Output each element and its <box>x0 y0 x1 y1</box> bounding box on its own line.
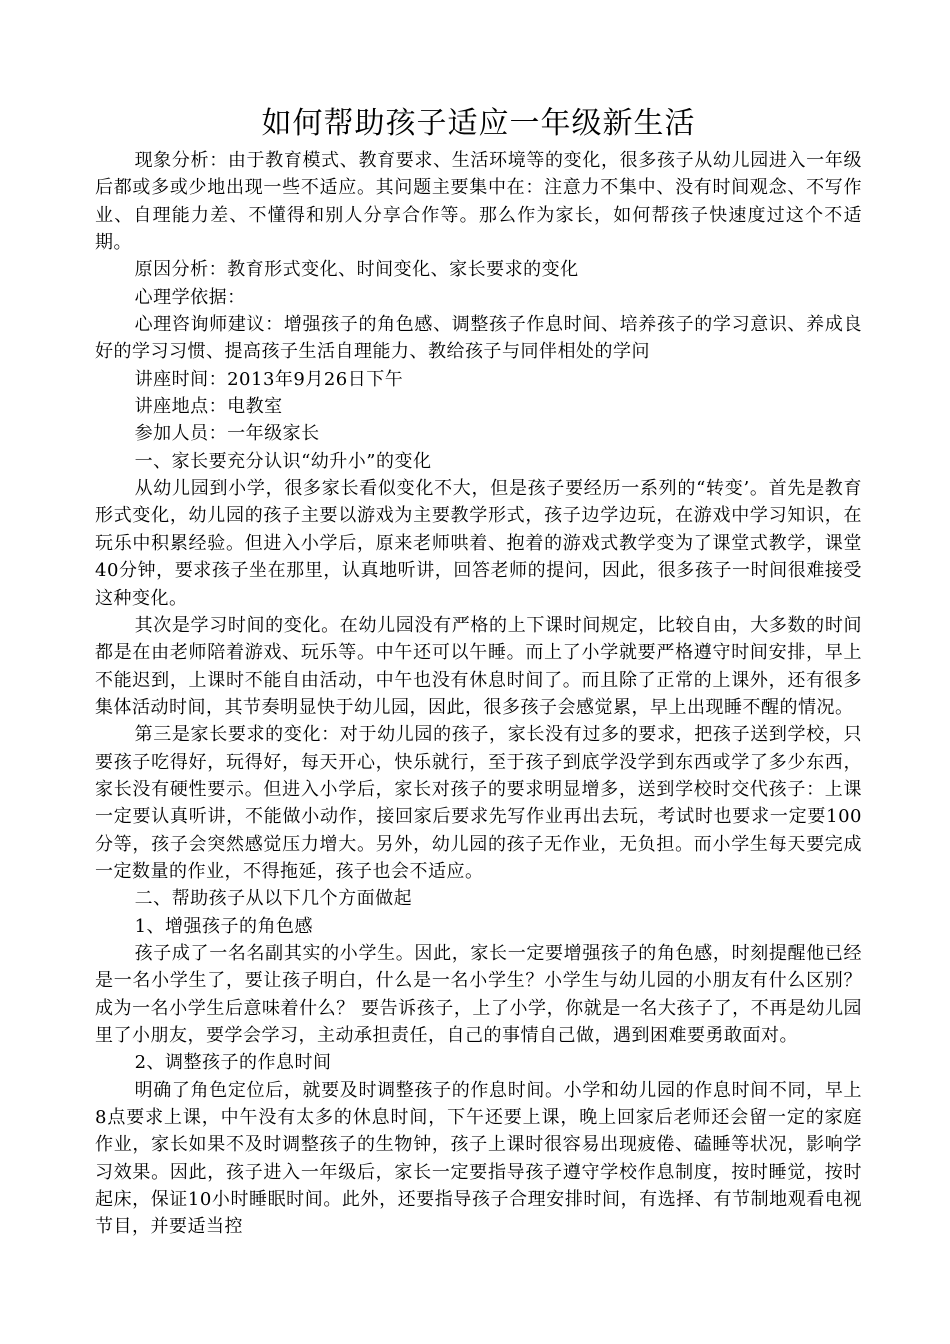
subsection-heading-schedule: 2、调整孩子的作息时间 <box>134 1052 332 1074</box>
paragraph-cause-analysis: 原因分析：教育形式变化、时间变化、家长要求的变化 <box>134 259 579 281</box>
paragraph-parent-requirement-change: 第三是家长要求的变化：对于幼儿园的孩子，家长没有过多的要求，把孩子送到学校，只要孩子吃得好，玩得好，每天开心，快乐就行，至于孩子到底学没学到东西或学了多少东西，家长没有硬性要示。但进入小学后，家长对孩子的要求明显增多，送到学校时交代孩子：上课一定要认真听讲，不能做小动作，接回家后要求先写作业再出去玩，考试时也要求一定要100分等，孩子会突然感觉压力增大。另外，幼儿园的孩子无作业，无负担。而小学生每天要完成一定数量的作业，不得拖延，孩子也会不适应。 <box>95 724 862 882</box>
paragraph-lecture-time: 讲座时间：2013年9月26日下午 <box>134 368 404 390</box>
paragraph-role-sense: 孩子成了一名名副其实的小学生。因此，家长一定要增强孩子的角色感，时刻提醒他已经是一名小学生了，要让孩子明白，什么是一名小学生？小学生与幼儿园的小朋友有什么区别？成为一名小学生后意味着什么？ 要告诉孩子，上了小学，你就是一名大孩子了，不再是幼儿园里了小朋友，要学会学习，主动承担责任，自己的事情自己做，遇到困难要勇敢面对。 <box>95 942 862 1046</box>
subsection-heading-role-sense: 1、增强孩子的角色感 <box>134 915 314 937</box>
document-body <box>95 101 862 1241</box>
section-heading-2: 二、帮助孩子从以下几个方面做起 <box>134 888 413 910</box>
paragraph-lecture-location: 讲座地点：电教室 <box>134 396 283 418</box>
paragraph-psychology-basis: 心理学依据： <box>134 286 246 308</box>
paragraph-study-time-change: 其次是学习时间的变化。在幼儿园没有严格的上下课时间规定，比较自由，大多数的时间都是在由老师陪着游戏、玩乐等。中午还可以午睡。而上了小学就要严格遵守时间安排，早上不能迟到，上课时不能自由活动，中午也没有休息时间了。而且除了正常的上课外，还有很多集体活动时间，其节奏明显快于幼儿园，因此，很多孩子会感觉累，早上出现睡不醒的情况。 <box>95 614 862 718</box>
paragraph-attendees: 参加人员：一年级家长 <box>134 423 320 445</box>
document-title: 如何帮助孩子适应一年级新生活 <box>261 106 696 141</box>
paragraph-schedule: 明确了角色定位后，就要及时调整孩子的作息时间。小学和幼儿园的作息时间不同，早上8点要求上课，中午没有太多的休息时间，下午还要上课，晚上回家后老师还会留一定的家庭作业，家长如果不及时调整孩子的生物钟，孩子上课时很容易出现疲倦、磕睡等状况，影响学习效果。因此，孩子进入一年级后，家长一定要指导孩子遵守学校作息制度，按时睡觉，按时起床，保证10小时睡眠时间。此外，还要指导孩子合理安排时间，有选择、有节制地观看电视节目，并要适当控 <box>95 1079 862 1238</box>
paragraph-education-form-change: 从幼儿园到小学，很多家长看似变化不大，但是孩子要经历一系列的“转变’。首先是教育形式变化，幼儿园的孩子主要以游戏为主要教学形式，孩子边学边玩，在游戏中学习知识，在玩乐中积累经验。但进入小学后，原来老师哄着、抱着的游戏式教学变为了课堂式教学，课堂40分钟，要求孩子坐在那里，认真地听讲，回答老师的提问，因此，很多孩子一时间很难接受这种变化。 <box>95 478 862 609</box>
paragraph-counselor-advice: 心理咨询师建议：增强孩子的角色感、调整孩子作息时间、培养孩子的学习意识、养成良好的学习习惯、提高孩子生活自理能力、教给孩子与同伴相处的学问 <box>95 314 862 363</box>
section-heading-1: 一、家长要充分认识“幼升小”的变化 <box>134 450 432 472</box>
paragraph-phenomenon-analysis: 现象分析：由于教育模式、教育要求、生活环境等的变化，很多孩子从幼儿园进入一年级后都或多或少地出现一些不适应。其问题主要集中在：注意力不集中、没有时间观念、不写作业、自理能力差、不懂得和别人分享合作等。那么作为家长，如何帮孩子快速度过这个不适期。 <box>95 150 862 254</box>
